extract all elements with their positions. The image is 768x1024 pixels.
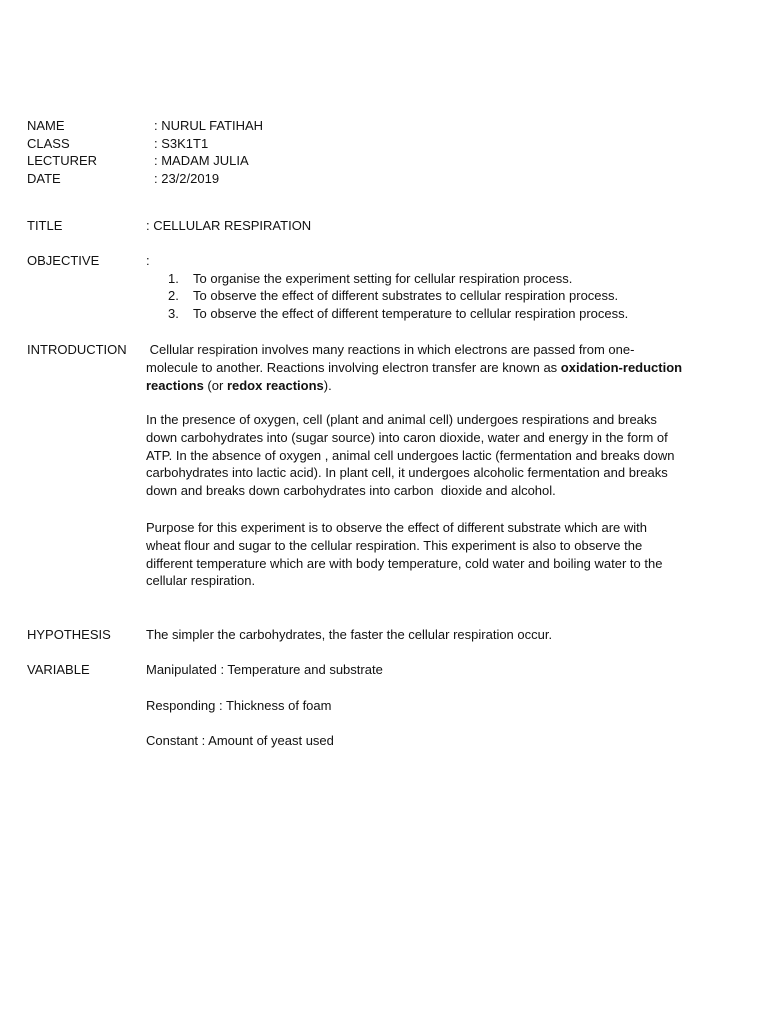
intro-line: ATP. In the absence of oxygen , animal cell undergoes lactic (fermentation and breaks down: [146, 447, 675, 463]
introduction-paragraph-3: [146, 519, 662, 590]
intro-line: [146, 359, 682, 377]
variable-responding: Responding : Thickness of foam: [146, 698, 332, 713]
objective-colon: :: [146, 253, 150, 268]
variable-manipulated: Manipulated : Temperature and substrate: [146, 662, 383, 677]
objective-item-number: 3.: [168, 305, 179, 321]
objective-item: To organise the experiment setting for cellular respiration process.: [193, 270, 573, 286]
class-value: : S3K1T1: [154, 135, 209, 151]
intro-line: down and breaks down carbohydrates into carbon dioxide and alcohol.: [146, 483, 556, 499]
intro-line: down carbohydrates into (sugar source) into caron dioxide, water and energy in the form of: [146, 429, 668, 445]
intro-line: Purpose for this experiment is to observe the effect of different substrate which are with: [146, 520, 648, 535]
intro-line: carbohydrates into lactic acid). In plant cell, it undergoes alcoholic fermentation and breaks: [146, 465, 668, 481]
intro-line: different temperature which are with body temperature, cold water and boiling water to the: [146, 555, 663, 571]
intro-line: wheat flour and sugar to the cellular respiration. This experiment is also to observe the: [146, 537, 643, 553]
introduction-paragraph-2: [146, 411, 675, 500]
variable-label: VARIABLE: [27, 662, 90, 677]
intro-line: cellular respiration.: [146, 573, 256, 589]
objective-item-number: 1.: [168, 270, 179, 286]
intro-line: In the presence of oxygen, cell (plant and animal cell) undergoes respirations and breaks: [146, 412, 657, 427]
objective-label: OBJECTIVE: [27, 253, 100, 268]
intro-bold-term: redox reactions: [226, 377, 324, 393]
title-value: : CELLULAR RESPIRATION: [146, 218, 312, 233]
objective-item-number: 2.: [168, 288, 179, 303]
intro-bold-term: reactions: [146, 377, 204, 393]
objective-item: To observe the effect of different temperature to cellular respiration process.: [193, 305, 629, 321]
date-label: DATE: [27, 170, 61, 186]
date-value: : 23/2/2019: [154, 170, 220, 186]
objective-item: To observe the effect of different substrates to cellular respiration process.: [193, 288, 619, 303]
intro-text: molecule to another. Reactions involving electron transfer are known as: [146, 359, 561, 375]
name-label: NAME: [27, 118, 65, 133]
variable-constant: Constant : Amount of yeast used: [146, 733, 334, 748]
introduction-label: INTRODUCTION: [27, 342, 127, 357]
lecturer-label: LECTURER: [27, 153, 98, 168]
class-label: CLASS: [27, 135, 70, 151]
intro-bold-term: oxidation-reduction: [560, 359, 683, 375]
introduction-paragraph-1: [146, 341, 682, 394]
intro-line: Cellular respiration involves many reactions in which electrons are passed from one-: [146, 342, 635, 357]
lecturer-value: : MADAM JULIA: [154, 153, 249, 168]
title-label: TITLE: [27, 218, 63, 233]
intro-line: [146, 377, 682, 395]
hypothesis-label: HYPOTHESIS: [27, 627, 111, 642]
hypothesis-value: The simpler the carbohydrates, the faster the cellular respiration occur.: [146, 627, 553, 642]
name-value: : NURUL FATIHAH: [154, 118, 264, 133]
intro-text: (or: [203, 377, 227, 393]
intro-text: ).: [323, 377, 332, 393]
